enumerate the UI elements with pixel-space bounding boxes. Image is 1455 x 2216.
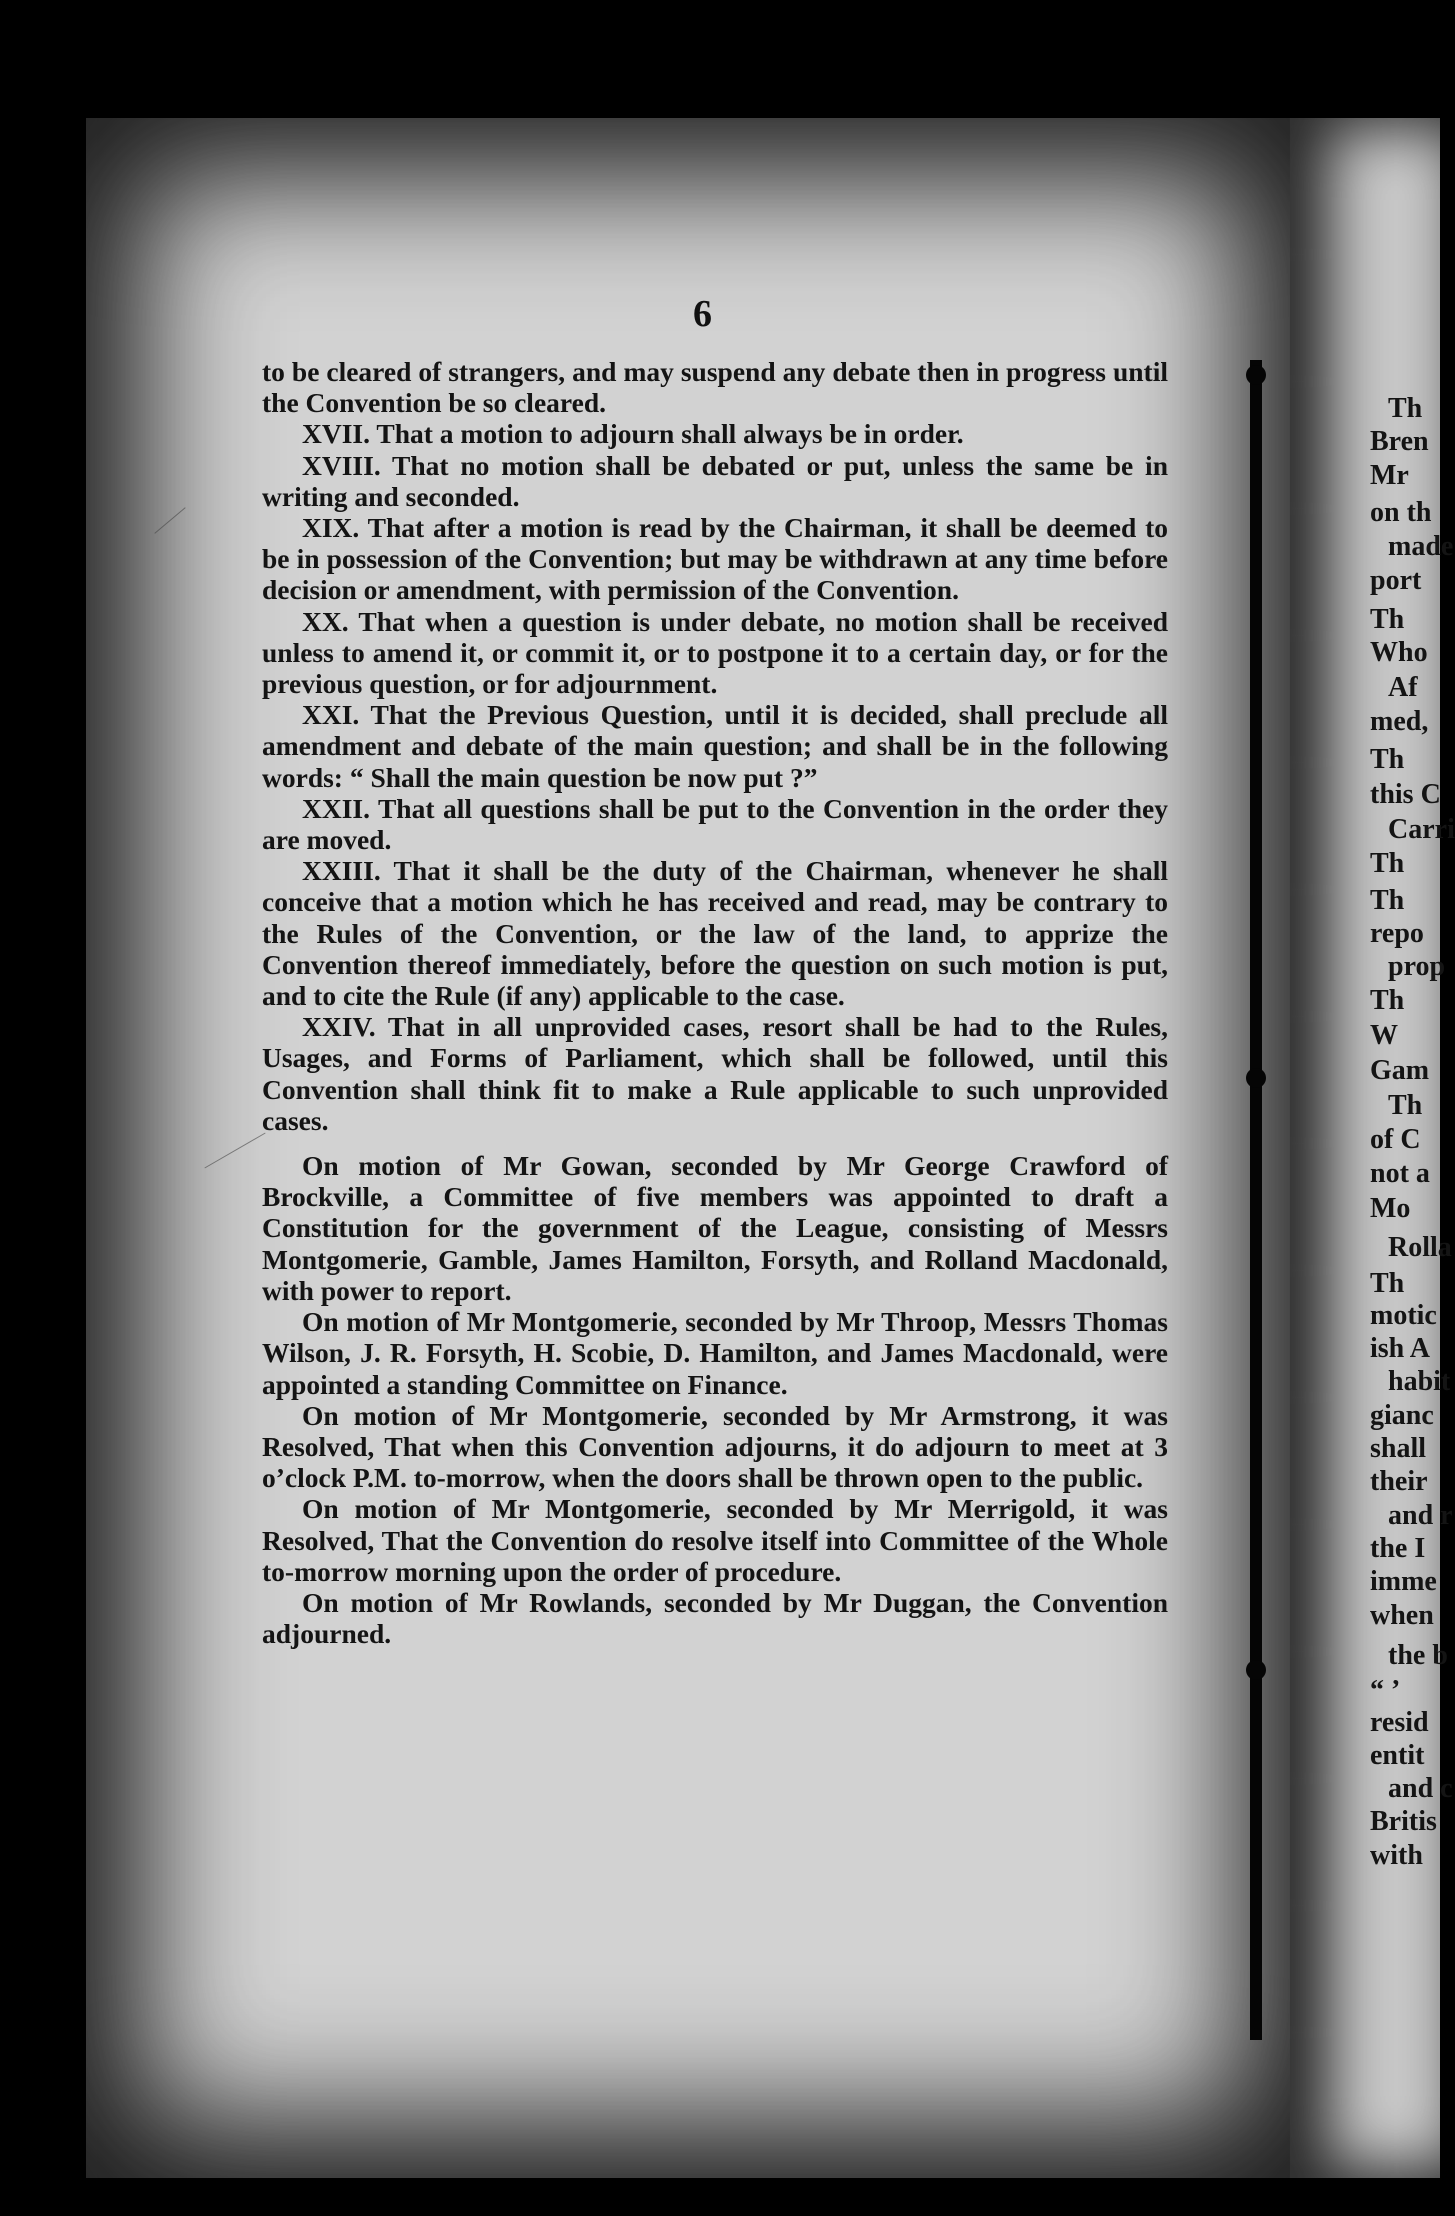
facing-page-line: resid bbox=[1370, 1707, 1429, 1738]
facing-page-line: when bbox=[1370, 1600, 1434, 1631]
rule-xviii: XVIII. That no motion shall be debated or put, unless the same be in writing and seconded. bbox=[262, 449, 1168, 512]
motion-adjourned: On motion of Mr Rowlands, seconded by Mr Duggan, the Convention adjourned. bbox=[262, 1586, 1168, 1650]
facing-page-line: med, bbox=[1370, 706, 1429, 737]
facing-page-line: Who bbox=[1370, 637, 1428, 668]
facing-page-line: with bbox=[1370, 1840, 1423, 1871]
rule-xx: XX. That when a question is under debate, no motion shall be received unless to amend it, or commit it, or to postpone it to a certain day, or for the previous question, or for adjournment. bbox=[262, 605, 1168, 700]
rule-xxii: XXII. That all questions shall be put to the Convention in the order they are moved. bbox=[262, 792, 1168, 856]
facing-page-line: shall bbox=[1370, 1433, 1427, 1464]
rule-xxiii: XXIII. That it shall be the duty of the Chairman, whenever he shall conceive that a motion which he has received and read, may be contrary to the Rules of the Convention, or the law of the land, to apprize the Convention thereof immediately, before the question on such motion is put, and to cite the Rule (if any) applicable to the case. bbox=[262, 855, 1168, 1012]
motion-constitution-committee: On motion of Mr Gowan, seconded by Mr George Crawford of Brockville, a Committee of five members was appointed to draft a Constitution for the government of the League, consisting of Messrs Montgomerie, Gamble, James Hamilton, Forsyth, and Rolland Macdonald, with power to report. bbox=[262, 1150, 1168, 1306]
facing-page-line: this C bbox=[1370, 779, 1441, 810]
motion-finance-committee: On motion of Mr Montgomerie, seconded by Mr Throop, Messrs Thomas Wilson, J. R. Forsyth, H. Scobie, D. Hamilton, and James Macdonald, were appointed a standing Committee on Finance. bbox=[262, 1306, 1168, 1400]
facing-page-line: Mr bbox=[1370, 460, 1409, 491]
facing-page-line: and c bbox=[1388, 1773, 1453, 1804]
facing-page-line: made bbox=[1388, 531, 1454, 562]
facing-page-line: Af bbox=[1388, 672, 1418, 703]
facing-page-line: “ ’ bbox=[1370, 1675, 1401, 1706]
page-body bbox=[262, 356, 1168, 1649]
facing-page-line: Th bbox=[1370, 885, 1405, 916]
facing-page-line: Th bbox=[1370, 985, 1405, 1016]
facing-page-line: Bren bbox=[1370, 426, 1429, 457]
motion-adjourn-time: On motion of Mr Montgomerie, seconded by Mr Armstrong, it was Resolved, That when this Convention adjourns, it do adjourn to meet at 3 o’clock P.M. to-morrow, when the doors shall be thrown open to the public. bbox=[262, 1399, 1168, 1494]
rule-xix: XIX. That after a motion is read by the Chairman, it shall be deemed to be in possession of the Convention; but may be withdrawn at any time before decision or amendment, with permission of the Convention. bbox=[262, 512, 1168, 606]
facing-page-line: repo bbox=[1370, 918, 1424, 949]
facing-page-line: Gam bbox=[1370, 1055, 1430, 1086]
facing-page-line: gianc bbox=[1370, 1400, 1434, 1431]
spine-mark bbox=[1246, 365, 1266, 385]
rule-xvii: XVII. That a motion to adjourn shall always be in order. bbox=[302, 418, 964, 450]
facing-page-line: and r bbox=[1388, 1500, 1453, 1531]
facing-page-line: entit bbox=[1370, 1740, 1425, 1771]
spine-mark bbox=[1246, 1068, 1266, 1088]
facing-page-line: on th bbox=[1370, 497, 1432, 528]
facing-page-line: port bbox=[1370, 565, 1422, 596]
facing-page-line: Th bbox=[1388, 393, 1423, 424]
facing-page-line: Th bbox=[1370, 604, 1405, 635]
paragraph-continuation: to be cleared of strangers, and may suspend any debate then in progress until the Convention be so cleared. bbox=[262, 356, 1168, 419]
facing-page-line: their bbox=[1370, 1466, 1428, 1497]
facing-page-line: the I bbox=[1370, 1533, 1426, 1564]
motion-committee-of-whole: On motion of Mr Montgomerie, seconded by Mr Merrigold, it was Resolved, That the Convention do resolve itself into Committee of the Whole to-morrow morning upon the order of procedure. bbox=[262, 1493, 1168, 1587]
facing-page-line: habit bbox=[1388, 1366, 1451, 1397]
page-number: 6 bbox=[693, 293, 712, 335]
facing-page-line: not a bbox=[1370, 1158, 1430, 1189]
facing-page-line: Carri bbox=[1388, 814, 1455, 845]
facing-page-line: the b bbox=[1388, 1640, 1448, 1671]
facing-page-line: motic bbox=[1370, 1300, 1437, 1331]
facing-page-line: Rolla bbox=[1388, 1232, 1452, 1263]
facing-page-line: Britis bbox=[1370, 1806, 1437, 1837]
facing-page-line: Th bbox=[1370, 1268, 1405, 1299]
facing-page-line: Th bbox=[1388, 1090, 1423, 1121]
book-spine bbox=[1250, 360, 1262, 2040]
facing-page-line: imme bbox=[1370, 1566, 1437, 1597]
facing-page-line: Mo bbox=[1370, 1193, 1411, 1224]
facing-page-line: W bbox=[1370, 1020, 1398, 1051]
facing-page-line: of C bbox=[1370, 1124, 1421, 1155]
facing-page-line: prop bbox=[1388, 951, 1446, 982]
rule-xxi: XXI. That the Previous Question, until it is decided, shall preclude all amendment and debate of the main question; and shall be in the following words: “ Shall the main question be now put ?” bbox=[262, 699, 1168, 793]
spine-mark bbox=[1246, 1660, 1266, 1680]
rule-xxiv: XXIV. That in all unprovided cases, resort shall be had to the Rules, Usages, and Forms of Parliament, which shall be followed, until this Convention shall think fit to make a Rule applicable to such unprovided cases. bbox=[262, 1011, 1168, 1136]
facing-page-line: Th bbox=[1370, 848, 1405, 879]
facing-page-line: ish A bbox=[1370, 1333, 1430, 1364]
facing-page-line: Th bbox=[1370, 744, 1405, 775]
